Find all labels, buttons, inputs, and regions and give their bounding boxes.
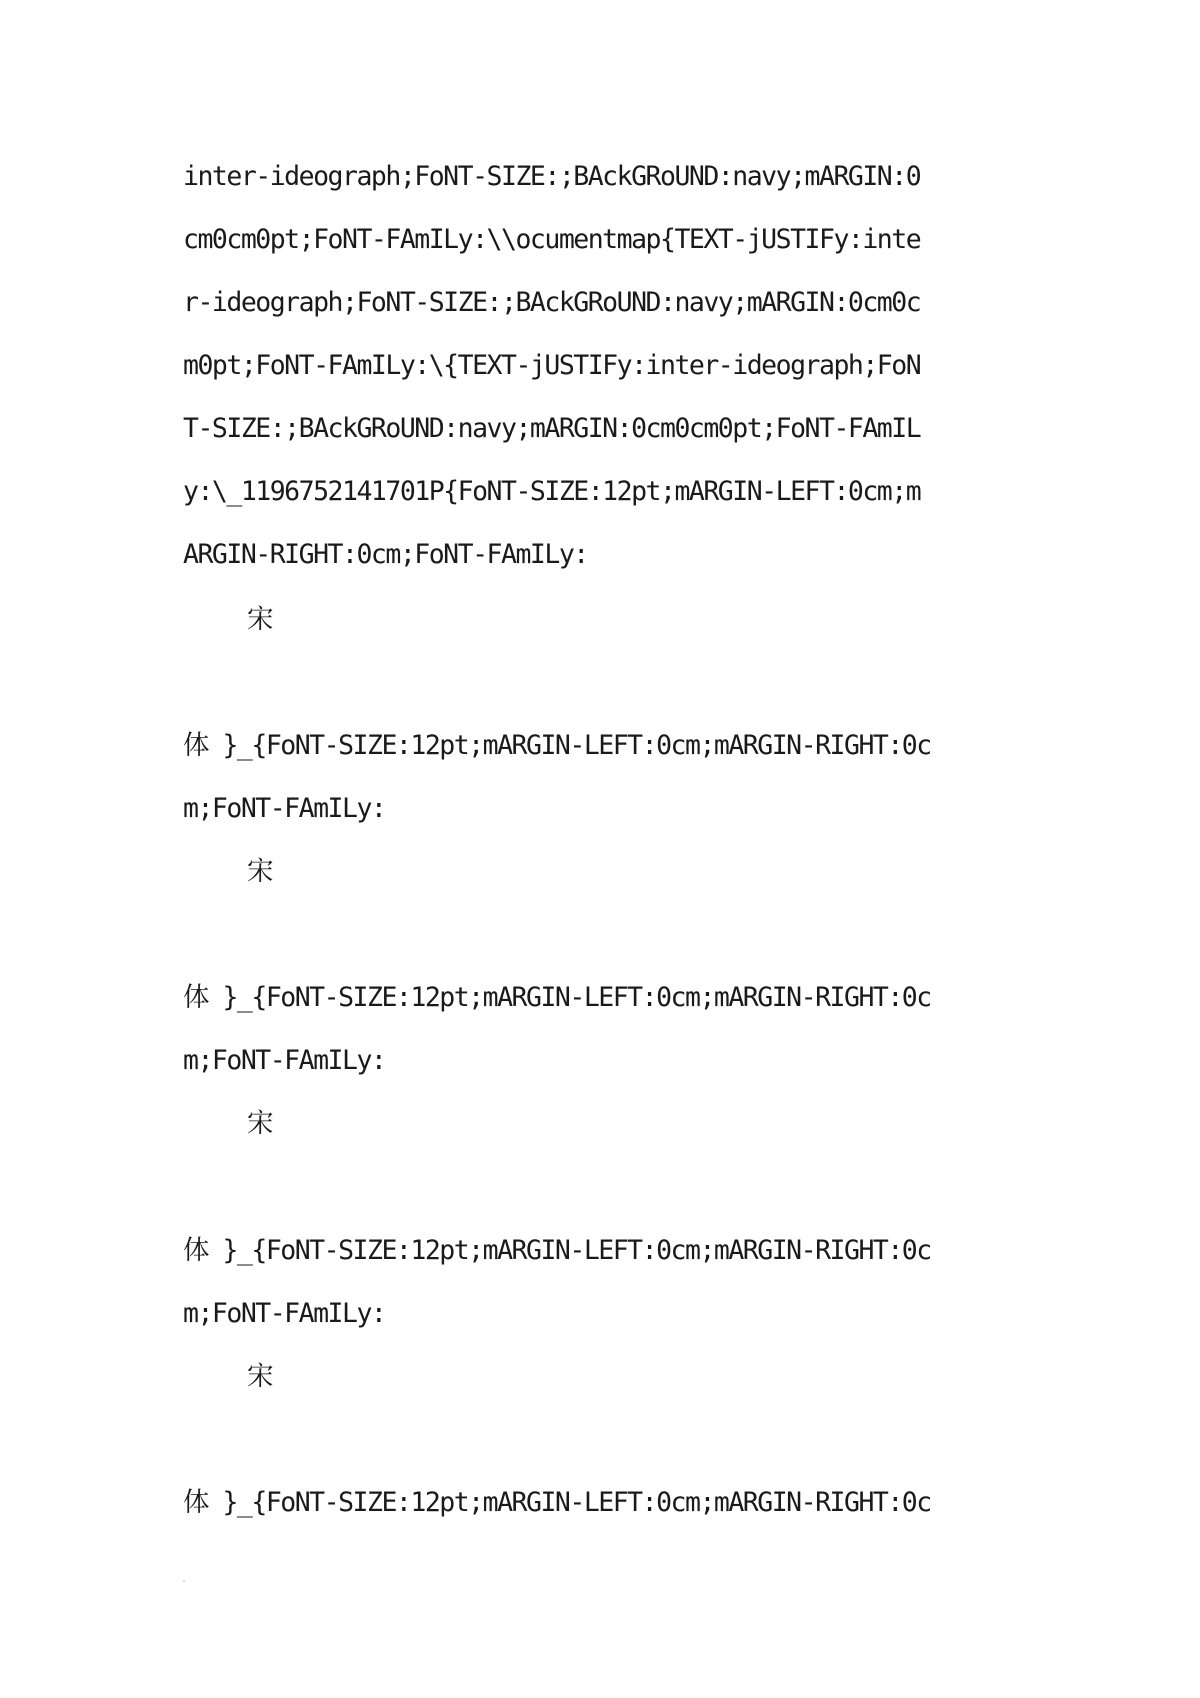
text-line: 体 }_{FoNT-SIZE:12pt;mARGIN-LEFT:0cm;mARGIN-RIGHT:0c — [183, 730, 931, 761]
text-line: 宋 — [247, 1108, 272, 1139]
text-line: 宋 — [247, 1361, 272, 1392]
text-line: ARGIN-RIGHT:0cm;FoNT-FAmILy: — [183, 539, 588, 570]
text-line: m;FoNT-FAmILy: — [183, 1045, 386, 1076]
text-line: 体 }_{FoNT-SIZE:12pt;mARGIN-LEFT:0cm;mARGIN-RIGHT:0c — [183, 982, 931, 1013]
text-line: 体 }_{FoNT-SIZE:12pt;mARGIN-LEFT:0cm;mARGIN-RIGHT:0c — [183, 1487, 931, 1518]
text-line: y:\_1196752141701P{FoNT-SIZE:12pt;mARGIN-LEFT:0cm;m — [183, 476, 921, 507]
text-line: 宋 — [247, 856, 272, 887]
text-line: cm0cm0pt;FoNT-FAmILy:\\ocumentmap{TEXT-jUSTIFy:inte — [183, 224, 921, 255]
text-line: m;FoNT-FAmILy: — [183, 793, 386, 824]
text-line: T-SIZE:;BAckGRoUND:navy;mARGIN:0cm0cm0pt;FoNT-FAmIL — [183, 413, 921, 444]
text-line: 体 }_{FoNT-SIZE:12pt;mARGIN-LEFT:0cm;mARGIN-RIGHT:0c — [183, 1235, 931, 1266]
footer-mark — [183, 1580, 185, 1582]
text-line: r-ideograph;FoNT-SIZE:;BAckGRoUND:navy;mARGIN:0cm0c — [183, 287, 921, 318]
text-line: 宋 — [247, 604, 272, 635]
text-line: m0pt;FoNT-FAmILy:\{TEXT-jUSTIFy:inter-ideograph;FoN — [183, 350, 921, 381]
text-line: inter-ideograph;FoNT-SIZE:;BAckGRoUND:navy;mARGIN:0 — [183, 161, 921, 192]
text-line: m;FoNT-FAmILy: — [183, 1298, 386, 1329]
